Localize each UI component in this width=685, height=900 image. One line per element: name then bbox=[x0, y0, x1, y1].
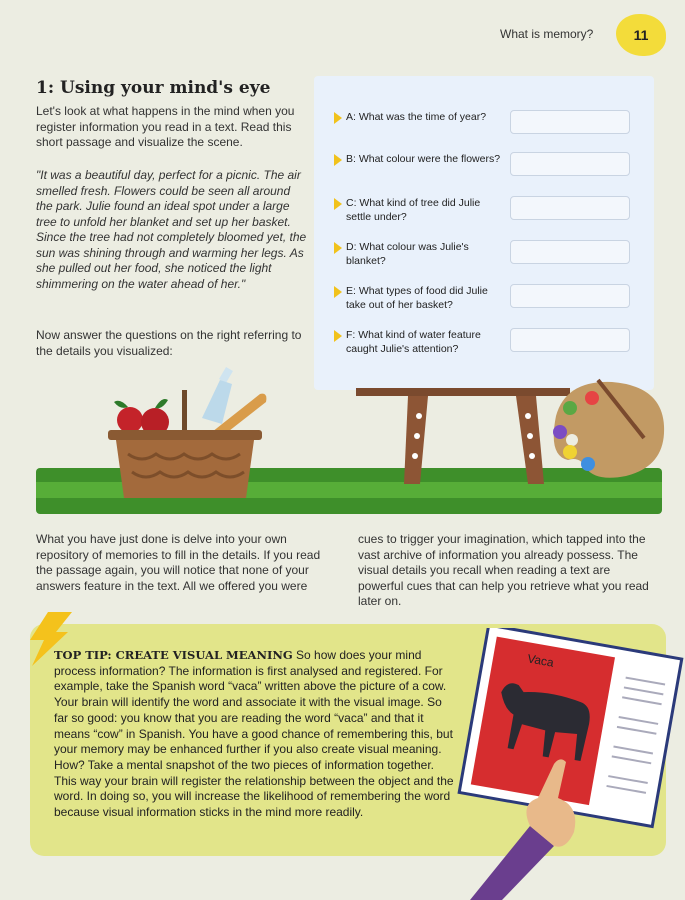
tip-title: TOP TIP: CREATE VISUAL MEANING bbox=[54, 648, 293, 662]
pointing-hand-icon bbox=[450, 754, 600, 900]
question-a bbox=[334, 110, 654, 150]
question-b bbox=[334, 152, 654, 192]
explanation-right: cues to trigger your imagination, which tapped into the vast archive of information you already possess. The visual details you recall when reading a text are powerful cues that can help you retrieve what you read later on. bbox=[358, 532, 649, 608]
question-d bbox=[334, 240, 654, 280]
arrow-icon bbox=[334, 154, 342, 166]
page-number-badge bbox=[616, 14, 666, 56]
running-head: What is memory? bbox=[500, 27, 594, 41]
answer-box-e[interactable] bbox=[510, 284, 630, 308]
questions-panel bbox=[314, 76, 654, 390]
question-text: D: What colour was Julie's blanket? bbox=[346, 241, 469, 267]
question-c bbox=[334, 196, 654, 236]
answer-box-a[interactable] bbox=[510, 110, 630, 134]
question-text: B: What colour were the flowers? bbox=[346, 153, 501, 165]
question-text: A: What was the time of year? bbox=[346, 111, 487, 123]
arrow-icon bbox=[334, 242, 342, 254]
answer-box-c[interactable] bbox=[510, 196, 630, 220]
answer-box-b[interactable] bbox=[510, 152, 630, 176]
tip-body: So how does your mind process information? The information is first analysed and registered. For example, take the Spanish word “vaca” written above the picture of a cow. Your brain will identify the word and associate it with the visual image. So far so good: you know that you are reading the word “vaca” and that it means “cow” in Spanish. You have a good chance of remembering this, but your memory may be enhanced further if you also create visual meaning. How? Take a mental snapshot of the two pieces of information together. This way your brain will register the relationship between the object and the word. In doing so, you will increase the likelihood of remembering the word because visual information sticks in the mind more readily. bbox=[54, 648, 454, 820]
arrow-icon bbox=[334, 198, 342, 210]
arrow-icon bbox=[334, 112, 342, 124]
picnic-basket-icon bbox=[100, 362, 280, 502]
arrow-icon bbox=[334, 330, 342, 342]
top-tip-text bbox=[54, 648, 454, 821]
intro-paragraph: Let's look at what happens in the mind when you register information you read in a text. Read this short passage and visualize the scene. bbox=[36, 104, 295, 149]
page-number: 11 bbox=[633, 27, 649, 43]
section-title: 1: Using your mind's eye bbox=[36, 78, 271, 98]
question-text: F: What kind of water feature caught Julie's attention? bbox=[346, 329, 481, 355]
instruction-paragraph: Now answer the questions on the right referring to the details you visualized: bbox=[36, 328, 302, 358]
passage-quote: "It was a beautiful day, perfect for a picnic. The air smelled fresh. Flowers could be seen all around the park. Julie found an ideal spot under a large tree to unfold her blanket and set up her basket. Since the tree had not completely bloomed yet, the sun was shining through and warming her legs. As she pulled out her food, she noticed the light shimmering on the water ahead of her." bbox=[36, 168, 307, 291]
explanation-left: What you have just done is delve into your own repository of memories to fill in the details. If you read the passage again, you will notice that none of your answers feature in the text. All we offered you were bbox=[36, 532, 321, 593]
easel-icon bbox=[356, 380, 576, 486]
paint-palette-icon bbox=[546, 376, 668, 480]
question-e bbox=[334, 284, 654, 324]
question-text: C: What kind of tree did Julie settle under? bbox=[346, 197, 481, 223]
question-f bbox=[334, 328, 654, 368]
arrow-icon bbox=[334, 286, 342, 298]
question-text: E: What types of food did Julie take out of her basket? bbox=[346, 285, 488, 311]
answer-box-d[interactable] bbox=[510, 240, 630, 264]
answer-box-f[interactable] bbox=[510, 328, 630, 352]
book-word: Vaca bbox=[526, 651, 555, 670]
